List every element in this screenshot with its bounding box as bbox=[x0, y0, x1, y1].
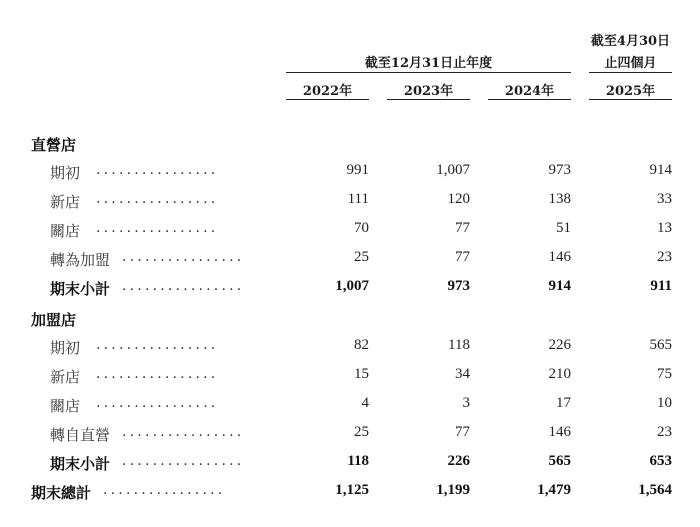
table-row bbox=[0, 362, 700, 390]
fiscal-year-header: 截至12月31日止年度 bbox=[364, 56, 493, 71]
leader-dots: ................ bbox=[96, 366, 219, 382]
cell-2022: 70 bbox=[354, 220, 369, 236]
cell-2023: 77 bbox=[455, 424, 470, 440]
table-row bbox=[0, 391, 700, 419]
header-rule bbox=[589, 72, 672, 73]
cell-2023: 1,007 bbox=[436, 162, 470, 178]
leader-dots: ................ bbox=[122, 453, 245, 469]
cell-2024: 146 bbox=[548, 424, 571, 440]
row-label: 期末總計 bbox=[31, 484, 92, 502]
leader-dots: ................ bbox=[96, 337, 219, 353]
cell-2023: 1,199 bbox=[436, 482, 470, 498]
cell-2023: 120 bbox=[447, 191, 470, 207]
cell-2023: 77 bbox=[455, 249, 470, 265]
header-rule bbox=[286, 72, 571, 73]
cell-2022: 991 bbox=[346, 162, 369, 178]
column-header-2024: 2024年 bbox=[504, 84, 555, 99]
cell-2024: 565 bbox=[548, 453, 571, 469]
cell-2024: 146 bbox=[548, 249, 571, 265]
row-label: 期初 bbox=[50, 164, 81, 182]
cell-2023: 3 bbox=[462, 395, 470, 411]
period-header-line2: 止四個月 bbox=[604, 56, 657, 71]
cell-2024: 17 bbox=[556, 395, 571, 411]
grand-total-row bbox=[0, 478, 700, 506]
cell-2023: 77 bbox=[455, 220, 470, 236]
cell-2025: 565 bbox=[649, 337, 672, 353]
row-label: 期初 bbox=[50, 339, 81, 357]
column-rule bbox=[387, 99, 470, 100]
cell-2024: 914 bbox=[548, 278, 571, 294]
cell-2022: 25 bbox=[354, 249, 369, 265]
leader-dots: ................ bbox=[103, 482, 226, 498]
cell-2025: 10 bbox=[657, 395, 672, 411]
table-row bbox=[0, 187, 700, 215]
cell-2025: 23 bbox=[657, 424, 672, 440]
table-row bbox=[0, 216, 700, 244]
leader-dots: ................ bbox=[96, 220, 219, 236]
row-label: 轉為加盟 bbox=[50, 251, 111, 269]
cell-2022: 118 bbox=[347, 453, 369, 469]
cell-2023: 34 bbox=[455, 366, 470, 382]
cell-2024: 973 bbox=[548, 162, 571, 178]
cell-2025: 914 bbox=[649, 162, 672, 178]
period-header-line1: 截至4月30日 bbox=[590, 34, 671, 49]
cell-2023: 118 bbox=[448, 337, 470, 353]
leader-dots: ................ bbox=[122, 424, 245, 440]
table-row bbox=[0, 158, 700, 186]
cell-2024: 226 bbox=[548, 337, 571, 353]
cell-2022: 1,125 bbox=[335, 482, 369, 498]
cell-2022: 82 bbox=[354, 337, 369, 353]
cell-2025: 33 bbox=[657, 191, 672, 207]
section-title-franchise-stores: 加盟店 bbox=[31, 311, 77, 329]
column-rule bbox=[488, 99, 571, 100]
leader-dots: ................ bbox=[96, 162, 219, 178]
cell-2025: 13 bbox=[657, 220, 672, 236]
row-label: 關店 bbox=[50, 222, 81, 240]
table-row bbox=[0, 245, 700, 273]
row-label: 新店 bbox=[50, 193, 81, 211]
row-label: 期末小計 bbox=[50, 280, 111, 298]
subtotal-row bbox=[0, 274, 700, 302]
leader-dots: ................ bbox=[122, 278, 245, 294]
column-rule bbox=[589, 99, 672, 100]
cell-2022: 1,007 bbox=[335, 278, 369, 294]
cell-2024: 210 bbox=[548, 366, 571, 382]
cell-2025: 653 bbox=[649, 453, 672, 469]
cell-2025: 1,564 bbox=[638, 482, 672, 498]
leader-dots: ................ bbox=[96, 191, 219, 207]
column-header-2022: 2022年 bbox=[302, 84, 353, 99]
cell-2022: 111 bbox=[347, 191, 369, 207]
cell-2022: 15 bbox=[354, 366, 369, 382]
row-label: 轉自直營 bbox=[50, 426, 111, 444]
table-row bbox=[0, 420, 700, 448]
cell-2025: 23 bbox=[657, 249, 672, 265]
leader-dots: ................ bbox=[96, 395, 219, 411]
row-label: 關店 bbox=[50, 397, 81, 415]
cell-2022: 25 bbox=[354, 424, 369, 440]
cell-2023: 226 bbox=[447, 453, 470, 469]
column-header-2025: 2025年 bbox=[605, 84, 656, 99]
row-label: 期末小計 bbox=[50, 455, 111, 473]
section-title-direct-stores: 直營店 bbox=[31, 136, 77, 154]
subtotal-row bbox=[0, 449, 700, 477]
cell-2024: 1,479 bbox=[537, 482, 571, 498]
leader-dots: ................ bbox=[122, 249, 245, 265]
cell-2025: 75 bbox=[657, 366, 672, 382]
cell-2025: 911 bbox=[650, 278, 672, 294]
cell-2023: 973 bbox=[447, 278, 470, 294]
column-header-2023: 2023年 bbox=[403, 84, 454, 99]
cell-2024: 51 bbox=[556, 220, 571, 236]
column-rule bbox=[286, 99, 369, 100]
table-row bbox=[0, 333, 700, 361]
cell-2024: 138 bbox=[548, 191, 571, 207]
cell-2022: 4 bbox=[361, 395, 369, 411]
row-label: 新店 bbox=[50, 368, 81, 386]
